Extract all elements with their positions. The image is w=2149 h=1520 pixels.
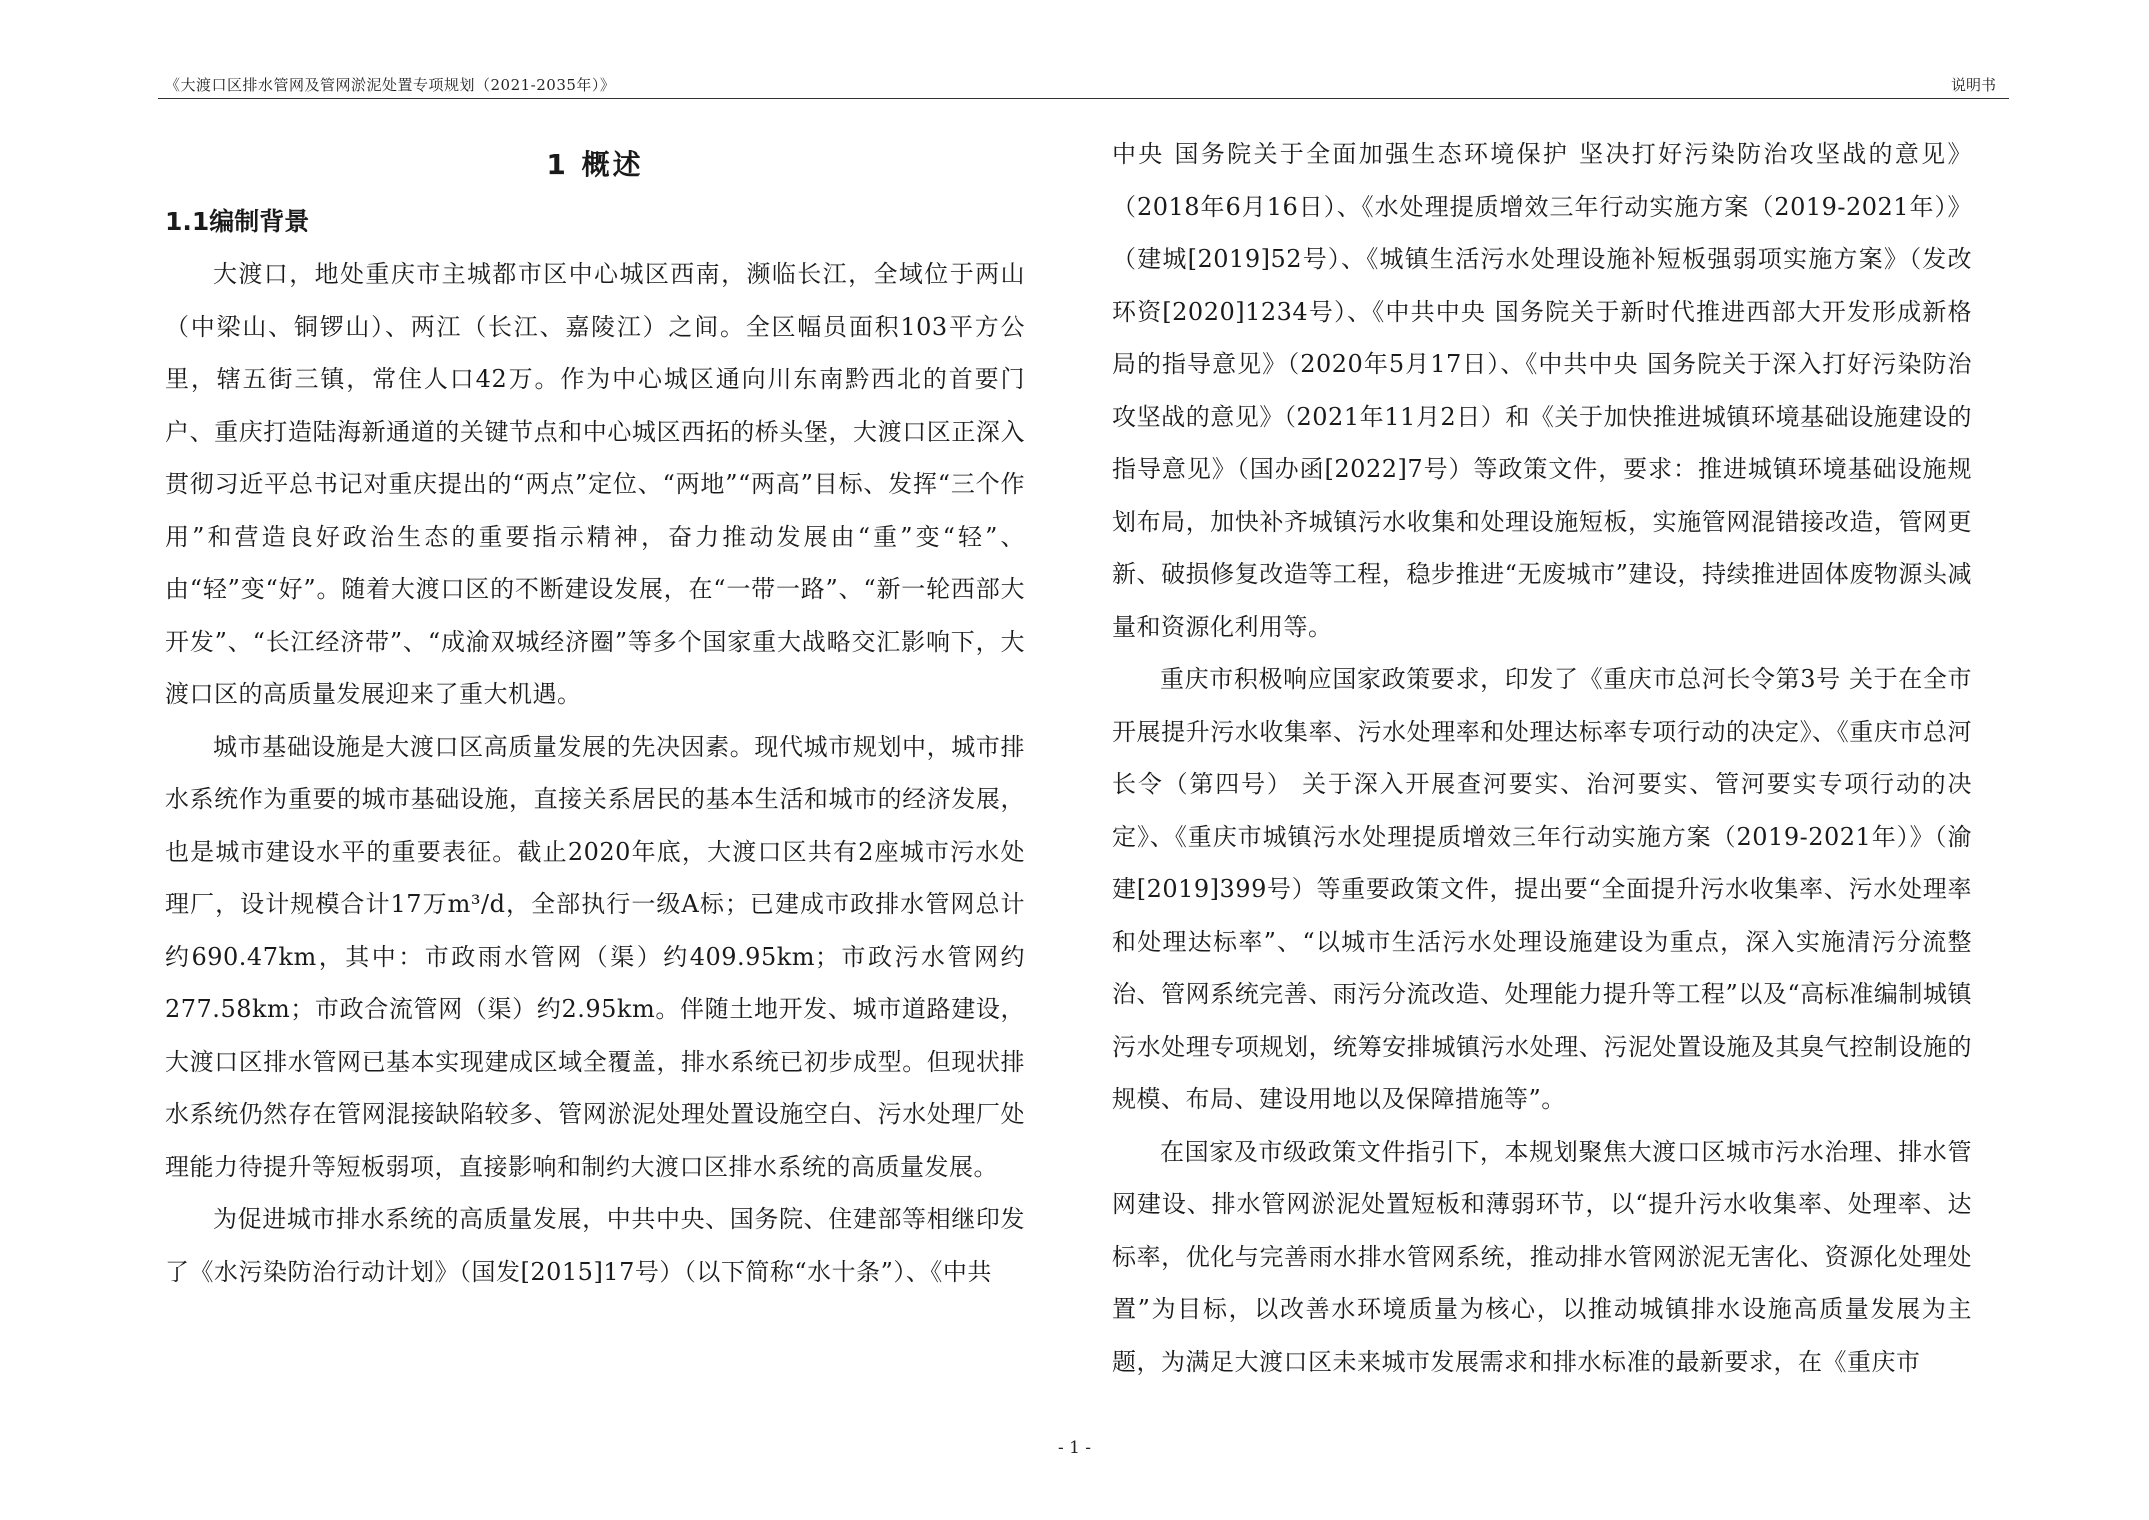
section-title: 1.1编制背景 (165, 207, 310, 236)
paragraph-background-intro: 大渡口，地处重庆市主城都市区中心城区西南，濒临长江，全域位于两山（中梁山、铜锣山）、两江（长江、嘉陵江）之间。全区幅员面积103平方公里，辖五街三镇，常住人口42万。作为中心城区通向川东南黔西北的首要门户、重庆打造陆海新通道的关键节点和中心城区西拓的桥头堡，大渡口区正深入贯彻习近平总书记对重庆提出的“两点”定位、“两地”“两高”目标、发挥“三个作用”和营造良好政治生态的重要指示精神，奋力推动发展由“重”变“轻”、由“轻”变“好”。随着大渡口区的不断建设发展，在“一带一路”、“新一轮西部大开发”、“长江经济带”、“成渝双城经济圈”等多个国家重大战略交汇影响下，大渡口区的高质量发展迎来了重大机遇。 (165, 260, 1025, 708)
left-column (165, 130, 1025, 1298)
header-divider (158, 98, 2009, 99)
paragraph-national-policy: 为促进城市排水系统的高质量发展，中共中央、国务院、住建部等相继印发了《水污染防治行动计划》（国发[2015]17号）（以下简称“水十条”）、《中共 (165, 1205, 1025, 1286)
chapter-title: 1 概述 (546, 148, 644, 181)
document-header-title: 《大渡口区排水管网及管网淤泥处置专项规划（2021-2035年）》 (165, 76, 616, 94)
paragraph-chongqing-policy: 重庆市积极响应国家政策要求，印发了《重庆市总河长令第3号 关于在全市开展提升污水收集率、污水处理率和处理达标率专项行动的决定》、《重庆市总河长令（第四号） 关于深入开展查河要实、治河要实、管河要实专项行动的决定》、《重庆市城镇污水处理提质增效三年行动实施方案（2019-2021年）》（渝建[2019]399号）等重要政策文件，提出要“全面提升污水收集率、污水处理率和处理达标率”、“以城市生活污水处理设施建设为重点，深入实施清污分流整治、管网系统完善、雨污分流改造、处理能力提升等工程”以及“高标准编制城镇污水处理专项规划，统筹安排城镇污水处理、污泥处置设施及其臭气控制设施的规模、布局、建设用地以及保障措施等”。 (1112, 665, 1972, 1113)
paragraph-infrastructure: 城市基础设施是大渡口区高质量发展的先决因素。现代城市规划中，城市排水系统作为重要的城市基础设施，直接关系居民的基本生活和城市的经济发展，也是城市建设水平的重要表征。截止2020年底，大渡口区共有2座城市污水处理厂，设计规模合计17万m³/d，全部执行一级A标；已建成市政排水管网总计约690.47km，其中：市政雨水管网（渠）约409.95km；市政污水管网约277.58km；市政合流管网（渠）约2.95km。伴随土地开发、城市道路建设，大渡口区排水管网已基本实现建成区域全覆盖，排水系统已初步成型。但现状排水系统仍然存在管网混接缺陷较多、管网淤泥处理处置设施空白、污水处理厂处理能力待提升等短板弱项，直接影响和制约大渡口区排水系统的高质量发展。 (165, 732, 1025, 1181)
paragraph-national-policy-continued: 中央 国务院关于全面加强生态环境保护 坚决打好污染防治攻坚战的意见》（2018年6月16日）、《水处理提质增效三年行动实施方案（2019-2021年）》（建城[2019]52号）、《城镇生活污水处理设施补短板强弱项实施方案》（发改环资[2020]1234号）、《中共中央 国务院关于新时代推进西部大开发形成新格局的指导意见》（2020年5月17日）、《中共中央 国务院关于深入打好污染防治攻坚战的意见》（2021年11月2日）和《关于加快推进城镇环境基础设施建设的指导意见》（国办函[2022]7号）等政策文件，要求：推进城镇环境基础设施规划布局，加快补齐城镇污水收集和处理设施短板，实施管网混错接改造，管网更新、破损修复改造等工程，稳步推进“无废城市”建设，持续推进固体废物源头减量和资源化利用等。 (1112, 140, 1972, 641)
right-column (1112, 128, 1972, 1388)
page-number: - 1 - (1057, 1438, 1092, 1458)
paragraph-planning-goal: 在国家及市级政策文件指引下，本规划聚焦大渡口区城市污水治理、排水管网建设、排水管网淤泥处置短板和薄弱环节，以“提升污水收集率、处理率、达标率，优化与完善雨水排水管网系统，推动排水管网淤泥无害化、资源化处理处置”为目标，以改善水环境质量为核心，以推动城镇排水设施高质量发展为主题，为满足大渡口区未来城市发展需求和排水标准的最新要求，在《重庆市 (1112, 1137, 1972, 1376)
document-header-type: 说明书 (1950, 76, 1996, 94)
